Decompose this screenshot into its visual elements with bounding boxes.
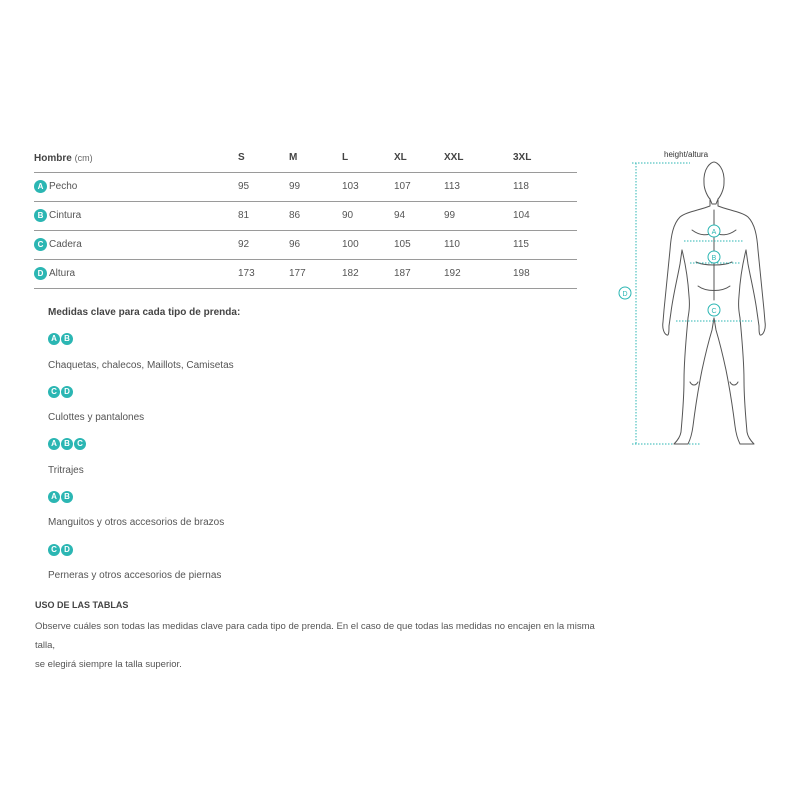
- table-cell: 198: [513, 268, 530, 279]
- table-cell: 110: [444, 239, 460, 250]
- usage-line-2: se elegirá siempre la talla superior.: [35, 659, 182, 670]
- key-badges-5: [48, 544, 74, 556]
- table-cell: 96: [289, 239, 301, 250]
- table-cell: 81: [238, 210, 250, 221]
- height-label: height/altura: [664, 150, 709, 159]
- table-cell: 90: [342, 210, 354, 221]
- key-badges-1: [48, 333, 74, 345]
- badge-b: B: [61, 491, 73, 503]
- row-label: Pecho: [49, 181, 78, 192]
- marker-b: [708, 251, 720, 263]
- table-cell: 92: [238, 239, 250, 250]
- table-cell: 173: [238, 268, 255, 279]
- size-header-xl: XL: [394, 152, 407, 163]
- marker-a-label: A: [711, 229, 717, 236]
- size-header-3xl: 3XL: [513, 152, 532, 163]
- badge-b: B: [61, 438, 73, 450]
- size-header-xxl: XXL: [444, 152, 464, 163]
- table-cell: 113: [444, 181, 460, 192]
- key-label-1: Chaquetas, chalecos, Maillots, Camisetas: [48, 360, 234, 371]
- table-cell: 103: [342, 181, 359, 192]
- key-badges-3: [48, 438, 87, 450]
- badge-a: A: [48, 438, 60, 450]
- table-cell: 94: [394, 210, 406, 221]
- table-cell: 192: [444, 268, 461, 279]
- table-cell: 115: [513, 239, 529, 250]
- badge-a: A: [48, 491, 60, 503]
- marker-b-label: B: [711, 255, 717, 262]
- key-label-3: Tritrajes: [48, 465, 84, 476]
- body-outline: [663, 162, 766, 444]
- size-header-s: S: [238, 152, 245, 163]
- badge-d: D: [61, 386, 73, 398]
- badge-b: B: [34, 209, 47, 222]
- table-cell: 99: [289, 181, 301, 192]
- table-cell: 105: [394, 239, 411, 250]
- row-label-cell: [34, 260, 75, 289]
- badge-c: C: [48, 386, 60, 398]
- badge-c: C: [74, 438, 86, 450]
- table-cell: 95: [238, 181, 250, 192]
- table-cell: 177: [289, 268, 306, 279]
- row-label: Cintura: [49, 210, 82, 221]
- badge-d: D: [61, 544, 73, 556]
- key-label-2: Culottes y pantalones: [48, 412, 145, 423]
- badge-b: B: [61, 333, 73, 345]
- key-label-4: Manguitos y otros accesorios de brazos: [48, 517, 225, 528]
- table-row-cintura: [34, 202, 577, 231]
- table-row-pecho: [34, 173, 577, 202]
- key-label-5: Perneras y otros accesorios de piernas: [48, 570, 222, 581]
- table-title: Hombre (cm): [34, 153, 93, 164]
- usage-line-1: Observe cuáles son todas las medidas clave para cada tipo de prenda. En el caso de que todas las medidas no encajen en la misma talla,: [35, 621, 595, 651]
- table-header-row: [34, 145, 577, 173]
- table-row-cadera: [34, 231, 577, 260]
- table-cell: 104: [513, 210, 530, 221]
- table-cell: 182: [342, 268, 359, 279]
- badge-a: A: [48, 333, 60, 345]
- table-cell: 86: [289, 210, 301, 221]
- size-header-l: L: [342, 152, 349, 163]
- marker-c: [708, 304, 720, 316]
- key-badges-4: [48, 491, 74, 503]
- size-header-m: M: [289, 152, 298, 163]
- badge-c: C: [48, 544, 60, 556]
- table-cell: 107: [394, 181, 411, 192]
- usage-title: USO DE LAS TABLAS: [35, 600, 129, 610]
- table-cell: 99: [444, 210, 456, 221]
- row-label-cell: [34, 173, 77, 202]
- badge-d: D: [34, 267, 47, 280]
- table-cell: 118: [513, 181, 529, 192]
- table-row-altura: [34, 260, 577, 289]
- badge-c: C: [34, 238, 47, 251]
- table-unit: (cm): [74, 153, 93, 163]
- marker-c-label: C: [711, 308, 717, 315]
- usage-text: [35, 617, 595, 674]
- body-figure: [610, 145, 780, 455]
- row-label: Altura: [49, 268, 76, 279]
- row-label: Cadera: [49, 239, 82, 250]
- marker-d-label: D: [622, 291, 628, 298]
- marker-a: [708, 225, 720, 237]
- key-title: Medidas clave para cada tipo de prenda:: [48, 307, 241, 318]
- size-table: [34, 145, 577, 289]
- row-label-cell: [34, 231, 82, 260]
- table-cell: 100: [342, 239, 359, 250]
- marker-d: [619, 287, 631, 299]
- table-cell: 187: [394, 268, 411, 279]
- row-label-cell: [34, 202, 81, 231]
- key-badges-2: [48, 386, 74, 398]
- badge-a: A: [34, 180, 47, 193]
